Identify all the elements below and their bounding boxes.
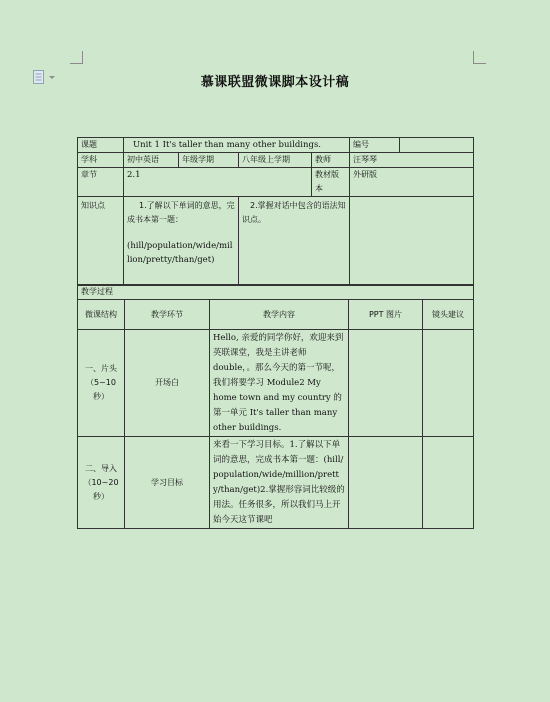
row-1-content: Hello, 亲爱的同学你好，欢迎来到英联课堂，我是主讲老师double，。那么今天的第一节呢，我们将要学习 Module2 My home town and my country 的第一单元 It's taller than many other buildings. <box>210 330 349 437</box>
subject-value: 初中英语 <box>124 153 179 168</box>
row-1-segment: 开场白 <box>125 330 210 437</box>
header-content: 教学内容 <box>210 300 349 330</box>
grade-label: 年级学期 <box>179 153 239 168</box>
topic-value: Unit 1 It's taller than many other buildings. <box>124 138 350 153</box>
header-camera: 镜头建议 <box>423 300 474 330</box>
knowledge-point-1 <box>124 197 239 286</box>
knowledge-point-1-text: 1.了解以下单词的意思，完成书本第一题： <box>127 201 235 224</box>
knowledge-empty-cell <box>350 197 474 286</box>
number-label: 编号 <box>350 138 400 153</box>
row-2-camera <box>423 437 474 529</box>
teaching-process-table <box>77 284 474 529</box>
chapter-label: 章节 <box>78 168 124 197</box>
edition-label: 教材版本 <box>312 168 350 197</box>
header-segment: 教学环节 <box>125 300 210 330</box>
edition-value: 外研版 <box>350 168 474 197</box>
row-2-structure: 二、导入（10~20秒） <box>78 437 125 529</box>
row-1-camera <box>423 330 474 437</box>
row-2-ppt <box>349 437 423 529</box>
course-info-table <box>77 137 474 286</box>
row-1-structure: 一、片头（5~10秒） <box>78 330 125 437</box>
row-2-content: 来看一下学习目标。1.了解以下单词的意思，完成书本第一题：(hill/population/wide/million/pretty/than/get)2.掌握形容词比较级的用法。任务很多，所以我们马上开始今天这节课吧 <box>210 437 349 529</box>
row-1-ppt <box>349 330 423 437</box>
row-2-segment: 学习目标 <box>125 437 210 529</box>
knowledge-point-1-words: (hill/population/wide/million/pretty/than/get) <box>127 241 233 265</box>
knowledge-label: 知识点 <box>78 197 124 286</box>
number-value <box>400 138 474 153</box>
document-title: 慕课联盟微课脚本设计稿 <box>200 75 350 90</box>
teacher-label: 教师 <box>312 153 350 168</box>
header-ppt: PPT 图片 <box>349 300 423 330</box>
header-structure: 微课结构 <box>78 300 125 330</box>
subject-label: 学科 <box>78 153 124 168</box>
topic-label: 课题 <box>78 138 124 153</box>
process-section-title: 教学过程 <box>78 285 474 300</box>
margin-corner-left <box>70 51 83 64</box>
chapter-value: 2.1 <box>124 168 312 197</box>
teacher-value: 汪琴琴 <box>350 153 474 168</box>
knowledge-point-2: 2.掌握对话中包含的语法知识点。 <box>239 197 350 286</box>
margin-corner-right <box>473 51 486 64</box>
grade-value: 八年级上学期 <box>239 153 312 168</box>
